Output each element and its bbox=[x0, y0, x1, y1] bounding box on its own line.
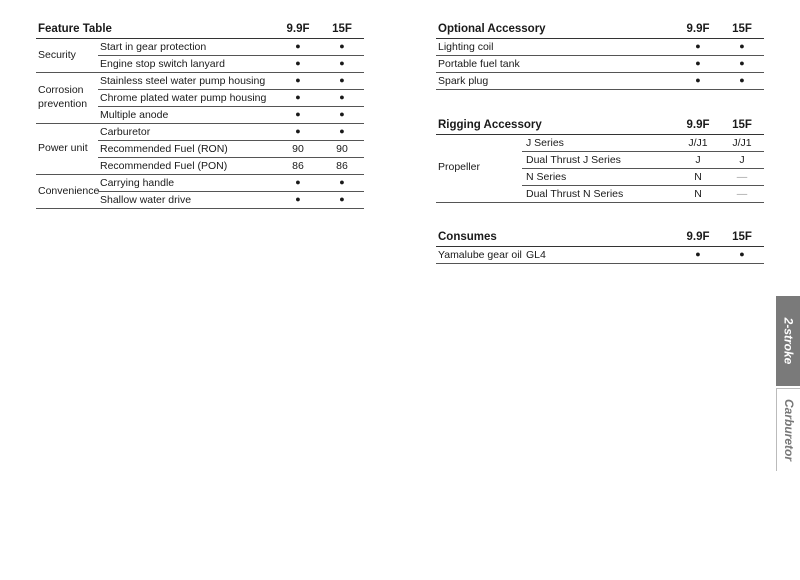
value-15f: ● bbox=[339, 74, 345, 85]
group-label: Power unit bbox=[38, 142, 88, 154]
value-9-9f: N bbox=[694, 170, 702, 183]
table-row bbox=[436, 73, 764, 90]
column-header-15f: 15F bbox=[732, 119, 752, 131]
side-tab-label: 2-stroke bbox=[781, 317, 795, 365]
table-row bbox=[98, 158, 364, 175]
value-9-9f: ● bbox=[295, 57, 301, 68]
row-item: Engine stop switch lanyard bbox=[100, 57, 225, 70]
value-15f: — bbox=[736, 170, 748, 183]
row-item: Dual Thrust J Series bbox=[526, 153, 621, 166]
value-9-9f: ● bbox=[695, 74, 701, 85]
column-header-15f: 15F bbox=[732, 231, 752, 243]
table-row bbox=[522, 186, 764, 203]
group-corrosion-prevention bbox=[36, 73, 364, 124]
table-row bbox=[436, 56, 764, 73]
group-convenience bbox=[36, 175, 364, 209]
group-label: Security bbox=[38, 49, 76, 61]
value-9-9f: ● bbox=[295, 91, 301, 102]
group-label: Corrosion prevention bbox=[38, 84, 88, 110]
value-9-9f: ● bbox=[295, 193, 301, 204]
column-header-9-9f: 9.9F bbox=[686, 23, 710, 35]
table-row bbox=[98, 192, 364, 209]
table-row bbox=[98, 90, 364, 107]
value-9-9f: J/J1 bbox=[688, 136, 708, 149]
value-15f: J/J1 bbox=[732, 136, 752, 149]
table-row bbox=[98, 175, 364, 192]
side-tab-label: Carburetor bbox=[782, 398, 797, 462]
value-9-9f: ● bbox=[695, 248, 701, 259]
value-15f: ● bbox=[339, 125, 345, 136]
consumes-title: Consumes bbox=[438, 231, 497, 243]
row-spec: GL4 bbox=[526, 248, 546, 261]
table-row bbox=[522, 169, 764, 186]
row-item: Shallow water drive bbox=[100, 193, 192, 206]
table-row bbox=[522, 135, 764, 152]
table-row bbox=[98, 39, 364, 56]
row-item: Dual Thrust N Series bbox=[526, 187, 624, 200]
row-item: Spark plug bbox=[438, 74, 489, 87]
table-row bbox=[98, 141, 364, 158]
value-15f: 86 bbox=[336, 159, 348, 172]
column-header-9-9f: 9.9F bbox=[686, 119, 710, 131]
value-15f: ● bbox=[339, 108, 345, 119]
value-15f: ● bbox=[739, 57, 745, 68]
value-15f: ● bbox=[339, 91, 345, 102]
side-tab-carburetor[interactable] bbox=[776, 388, 800, 471]
optional-accessory-table bbox=[436, 22, 764, 90]
table-row bbox=[98, 124, 364, 141]
row-item: Recommended Fuel (PON) bbox=[100, 159, 228, 172]
consumes-header bbox=[436, 230, 764, 247]
optional-accessory-header bbox=[436, 22, 764, 39]
value-9-9f: J bbox=[695, 153, 701, 166]
value-9-9f: ● bbox=[695, 57, 701, 68]
value-15f: J bbox=[739, 153, 745, 166]
feature-table-header bbox=[36, 22, 364, 39]
row-item: Portable fuel tank bbox=[438, 57, 520, 70]
table-row bbox=[522, 152, 764, 169]
group-power-unit bbox=[36, 124, 364, 175]
column-header-9-9f: 9.9F bbox=[686, 231, 710, 243]
value-15f: ● bbox=[339, 176, 345, 187]
group-label: Propeller bbox=[438, 161, 481, 173]
table-row bbox=[98, 73, 364, 90]
row-item: Recommended Fuel (RON) bbox=[100, 142, 228, 155]
group-security bbox=[36, 39, 364, 73]
row-item: Carrying handle bbox=[100, 176, 175, 189]
row-item: Multiple anode bbox=[100, 108, 169, 121]
value-9-9f: ● bbox=[295, 108, 301, 119]
side-tab-2-stroke[interactable] bbox=[776, 296, 800, 386]
value-15f: ● bbox=[339, 40, 345, 51]
row-item: Carburetor bbox=[100, 125, 151, 138]
value-15f: 90 bbox=[336, 142, 348, 155]
table-row bbox=[436, 39, 764, 56]
value-9-9f: ● bbox=[295, 125, 301, 136]
row-item: Start in gear protection bbox=[100, 40, 207, 53]
value-9-9f: ● bbox=[695, 40, 701, 51]
value-9-9f: N bbox=[694, 187, 702, 200]
value-15f: ● bbox=[339, 193, 345, 204]
column-header-9-9f: 9.9F bbox=[286, 23, 310, 35]
value-9-9f: ● bbox=[295, 176, 301, 187]
value-15f: ● bbox=[739, 248, 745, 259]
row-item: Stainless steel water pump housing bbox=[100, 74, 266, 87]
table-row bbox=[98, 56, 364, 73]
value-15f: — bbox=[736, 187, 748, 200]
value-9-9f: 90 bbox=[292, 142, 304, 155]
value-15f: ● bbox=[739, 74, 745, 85]
value-9-9f: 86 bbox=[292, 159, 304, 172]
optional-accessory-title: Optional Accessory bbox=[438, 23, 546, 35]
value-9-9f: ● bbox=[295, 74, 301, 85]
value-15f: ● bbox=[739, 40, 745, 51]
rigging-accessory-table bbox=[436, 118, 764, 203]
consumes-table bbox=[436, 230, 764, 264]
value-15f: ● bbox=[339, 57, 345, 68]
group-label: Convenience bbox=[38, 185, 100, 197]
feature-table-title: Feature Table bbox=[38, 23, 112, 35]
row-item: Lighting coil bbox=[438, 40, 494, 53]
table-row bbox=[436, 247, 764, 264]
column-header-15f: 15F bbox=[732, 23, 752, 35]
group-propeller bbox=[436, 135, 764, 203]
row-item: Chrome plated water pump housing bbox=[100, 91, 267, 104]
table-row bbox=[98, 107, 364, 124]
feature-table bbox=[36, 22, 364, 209]
row-item: J Series bbox=[526, 136, 564, 149]
column-header-15f: 15F bbox=[332, 23, 352, 35]
rigging-accessory-header bbox=[436, 118, 764, 135]
rigging-accessory-title: Rigging Accessory bbox=[438, 119, 542, 131]
row-item: N Series bbox=[526, 170, 567, 183]
row-item: Yamalube gear oil bbox=[438, 248, 522, 261]
value-9-9f: ● bbox=[295, 40, 301, 51]
